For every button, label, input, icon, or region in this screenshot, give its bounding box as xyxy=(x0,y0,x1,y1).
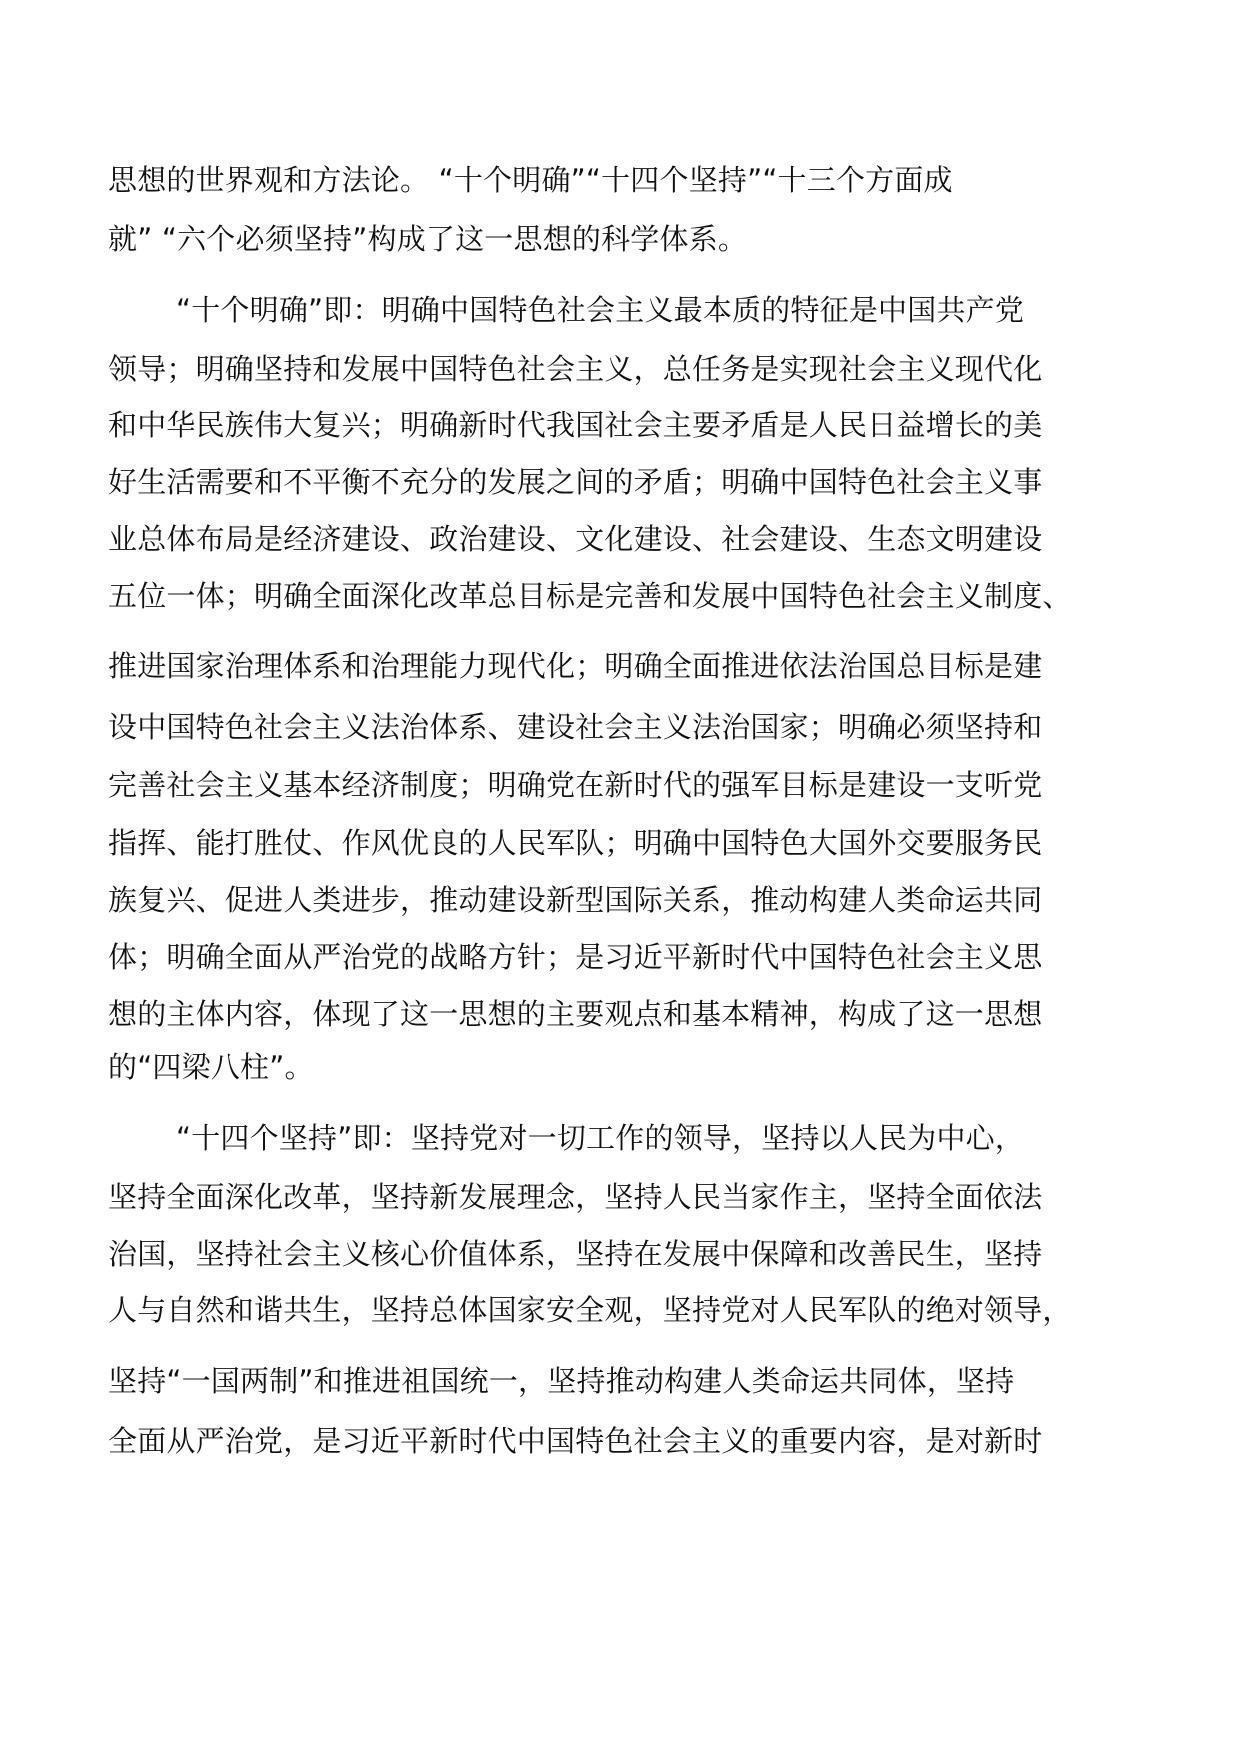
text-line: 全面从严治党，是习近平新时代中国特色社会主义的重要内容，是对新时 xyxy=(108,1424,1043,1458)
text-line: 业总体布局是经济建设、政治建设、文化建设、社会建设、生态文明建设 xyxy=(108,522,1043,556)
text-line: 的“四梁八柱”。 xyxy=(108,1050,314,1084)
paragraph-start-line: “十四个坚持”即：坚持党对一切工作的领导，坚持以人民为中心， xyxy=(176,1121,1025,1155)
text-line: 族复兴、促进人类进步，推动建设新型国际关系，推动构建人类命运共同 xyxy=(108,883,1043,917)
text-line: 五位一体；明确全面深化改革总目标是完善和发展中国特色社会主义制度、 xyxy=(108,579,1072,613)
text-line: 和中华民族伟大复兴；明确新时代我国社会主要矛盾是人民日益增长的美 xyxy=(108,408,1043,442)
text-line: 体；明确全面从严治党的战略方针；是习近平新时代中国特色社会主义思 xyxy=(108,940,1043,974)
text-line: 想的主体内容，体现了这一思想的主要观点和基本精神，构成了这一思想 xyxy=(108,997,1043,1031)
text-line: 好生活需要和不平衡不充分的发展之间的矛盾；明确中国特色社会主义事 xyxy=(108,465,1043,499)
text-line: 就” “六个必须坚持”构成了这一思想的科学体系。 xyxy=(108,222,748,256)
text-line: 设中国特色社会主义法治体系、建设社会主义法治国家；明确必须坚持和 xyxy=(108,710,1043,744)
text-line: 领导；明确坚持和发展中国特色社会主义，总任务是实现社会主义现代化 xyxy=(108,352,1043,386)
text-line: 人与自然和谐共生，坚持总体国家安全观，坚持党对人民军队的绝对领导， xyxy=(108,1293,1072,1327)
text-line: 坚持“一国两制”和推进祖国统一，坚持推动构建人类命运共同体，坚持 xyxy=(108,1364,1015,1398)
paragraph-start-line: “十个明确”即：明确中国特色社会主义最本质的特征是中国共产党 xyxy=(176,293,1025,327)
text-line: 思想的世界观和方法论。 “十个明确”“十四个坚持”“十三个方面成 xyxy=(108,163,953,197)
text-line: 指挥、能打胜仗、作风优良的人民军队；明确中国特色大国外交要服务民 xyxy=(108,826,1043,860)
text-line: 坚持全面深化改革，坚持新发展理念，坚持人民当家作主，坚持全面依法 xyxy=(108,1180,1043,1214)
text-line: 治国，坚持社会主义核心价值体系，坚持在发展中保障和改善民生，坚持 xyxy=(108,1237,1043,1271)
text-line: 推进国家治理体系和治理能力现代化；明确全面推进依法治国总目标是建 xyxy=(108,649,1043,683)
text-line: 完善社会主义基本经济制度；明确党在新时代的强军目标是建设一支听党 xyxy=(108,768,1043,802)
